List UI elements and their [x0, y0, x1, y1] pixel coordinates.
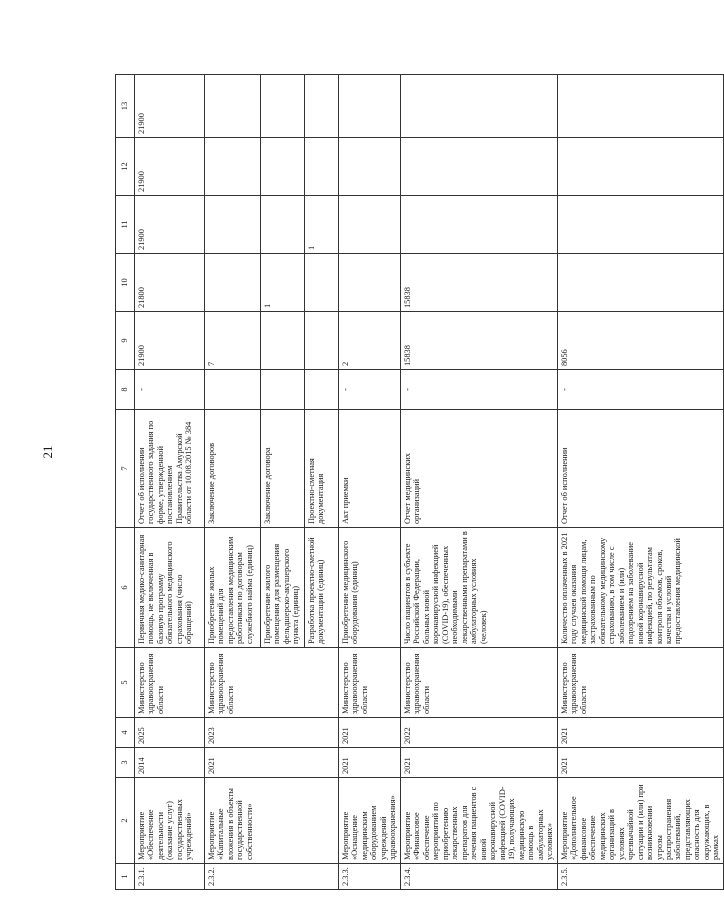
start-year: 2021 [205, 748, 339, 778]
measure-name: Мероприятие «Капитальные вложения в объекты государственной собственности» [205, 778, 339, 864]
value-col11: 21900 [135, 196, 205, 254]
end-year: 2022 [400, 718, 557, 748]
indicator-name: Первичная медико-санитарная помощь, не включенная в базовую программу обязательного медицинского страхования (число обращений) [135, 528, 205, 648]
table-row [135, 75, 205, 890]
header-cell: 11 [116, 196, 135, 254]
value-col8: - [135, 370, 205, 410]
value-col9: 21900 [135, 312, 205, 370]
executor: Министерство здравоохранения области [557, 648, 723, 718]
value-col8 [205, 370, 261, 410]
header-cell: 7 [116, 410, 135, 528]
executor: Министерство здравоохранения области [205, 648, 339, 718]
row-number: 2.3.5. [557, 864, 723, 890]
end-year: 2021 [339, 718, 401, 748]
indicators-table [115, 74, 724, 890]
value-col13 [339, 75, 401, 138]
value-col10: 21800 [135, 254, 205, 312]
header-cell: 1 [116, 864, 135, 890]
document-name: Заключение договоров [205, 410, 261, 528]
indicator-name: Приобретение жилых помещений для предоставления медицинским работникам по договорам служебного найма (единиц) [205, 528, 261, 648]
value-col12 [305, 138, 339, 196]
value-col11 [339, 196, 401, 254]
value-col12 [557, 138, 723, 196]
value-col13: 21900 [135, 75, 205, 138]
value-col9: 2 [339, 312, 401, 370]
value-col8: - [557, 370, 723, 410]
value-col11 [557, 196, 723, 254]
value-col9 [261, 312, 305, 370]
header-row [116, 75, 135, 890]
table-row [400, 75, 557, 890]
header-cell: 4 [116, 718, 135, 748]
value-col12 [339, 138, 401, 196]
value-col13 [557, 75, 723, 138]
document-name: Отчет медицинских организаций [400, 410, 557, 528]
value-col11 [261, 196, 305, 254]
indicator-name: Разработка проектно-сметной документации (единиц) [305, 528, 339, 648]
indicator-name: Число пациентов в субъекте Российской Федерации, больных новой коронавирусной инфекцией (COVID-19), обеспеченных необходимыми лекарственными препаратами в амбулаторных условиях (человек) [400, 528, 557, 648]
value-col11 [205, 196, 261, 254]
measure-name: Мероприятие «Дополнительное финансовое обеспечение медицинских организаций в условиях чрезвычайной ситуации и (или) при возникновении угрозы распространения заболеваний, представляющих опасность для окружающих, в рамках [557, 778, 723, 864]
value-col9: 8056 [557, 312, 723, 370]
value-col8: - [400, 370, 557, 410]
table-row [339, 75, 401, 890]
start-year: 2021 [400, 748, 557, 778]
end-year: 2025 [135, 718, 205, 748]
value-col12: 21900 [135, 138, 205, 196]
executor: Министерство здравоохранения области [135, 648, 205, 718]
indicator-name: Количество оплаченных в 2021 году случаев оказания медицинской помощи лицам, застрахованным по обязательному медицинскому страхованию, в том числе с заболеванием и (или) подозрением на заболевание новой коронавирусной инфекцией, по результатам контроля объемов, сроков, качества и условий предоставления медицинской [557, 528, 723, 648]
header-cell: 12 [116, 138, 135, 196]
value-col9: 7 [205, 312, 261, 370]
value-col10: 15838 [400, 254, 557, 312]
value-col10 [205, 254, 261, 312]
end-year: 2021 [557, 718, 723, 748]
document-name: Акт приемки [339, 410, 401, 528]
measure-name: Мероприятие «Финансовое обеспечение мероприятий по приобретению лекарственных препаратов для лечения пациентов с новой коронавирусной инфекцией (COVID-19), получающих медицинскую помощь в амбулаторных условиях» [400, 778, 557, 864]
row-number: 2.3.1. [135, 864, 205, 890]
row-number: 2.3.4. [400, 864, 557, 890]
value-col11: 1 [305, 196, 339, 254]
document-name: Отчет об исполнении [557, 410, 723, 528]
indicator-name: Приобретение медицинского оборудования (единиц) [339, 528, 401, 648]
header-cell: 9 [116, 312, 135, 370]
table-row [205, 75, 261, 890]
value-col8 [305, 370, 339, 410]
header-cell: 5 [116, 648, 135, 718]
executor: Министерство здравоохранения области [339, 648, 401, 718]
value-col10 [305, 254, 339, 312]
value-col10 [339, 254, 401, 312]
table-row [557, 75, 723, 890]
measure-name: Мероприятие «Обеспечение деятельности (оказание услуг) государственных учреждений» [135, 778, 205, 864]
page-number: 21 [40, 445, 55, 459]
start-year: 2014 [135, 748, 205, 778]
header-cell: 8 [116, 370, 135, 410]
value-col9 [305, 312, 339, 370]
value-col11 [400, 196, 557, 254]
value-col12 [400, 138, 557, 196]
value-col10: 1 [261, 254, 305, 312]
value-col8 [261, 370, 305, 410]
row-number: 2.3.3. [339, 864, 401, 890]
value-col13 [400, 75, 557, 138]
document-name: Проектно-сметная документация [305, 410, 339, 528]
rotated-table-container [115, 75, 721, 890]
value-col12 [205, 138, 261, 196]
value-col12 [261, 138, 305, 196]
header-cell: 3 [116, 748, 135, 778]
header-cell: 2 [116, 778, 135, 864]
document-name: Отчет об исполнении государственного задания по форме, утвержденной постановлением Правительства Амурской области от 10.08.2015 № 384 [135, 410, 205, 528]
header-cell: 10 [116, 254, 135, 312]
header-cell: 6 [116, 528, 135, 648]
row-number: 2.3.2. [205, 864, 339, 890]
header-cell: 13 [116, 75, 135, 138]
value-col13 [261, 75, 305, 138]
start-year: 2021 [557, 748, 723, 778]
value-col10 [557, 254, 723, 312]
indicator-name: Приобретение жилого помещения для размещения фельдшерско-акушерского пункта (единиц) [261, 528, 305, 648]
document-name: Заключение договора [261, 410, 305, 528]
value-col13 [205, 75, 261, 138]
value-col9: 15838 [400, 312, 557, 370]
value-col8: - [339, 370, 401, 410]
start-year: 2021 [339, 748, 401, 778]
value-col13 [305, 75, 339, 138]
measure-name: Мероприятие «Оснащение медицинским оборудованием учреждений здравоохранения» [339, 778, 401, 864]
executor: Министерство здравоохранения области [400, 648, 557, 718]
end-year: 2023 [205, 718, 339, 748]
